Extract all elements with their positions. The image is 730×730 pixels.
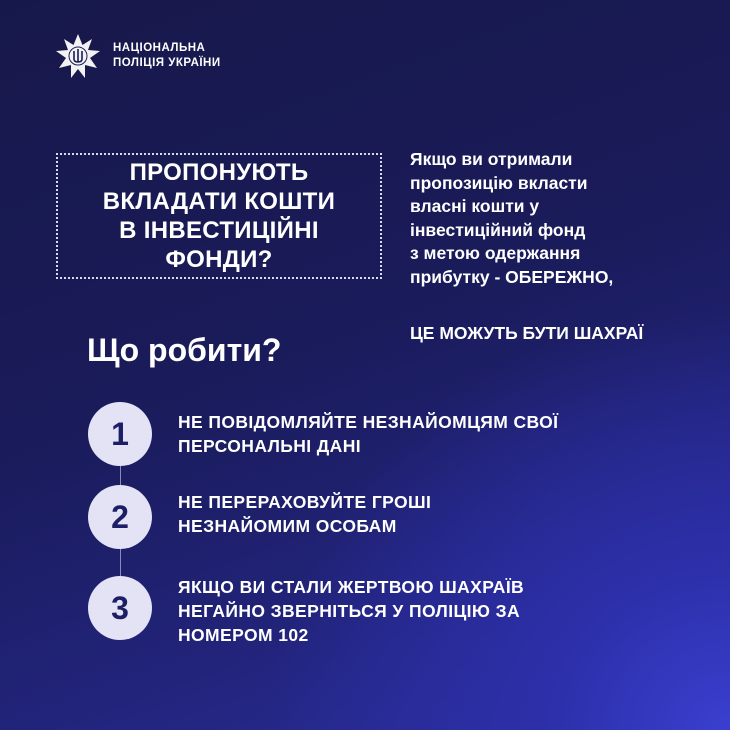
question-line: В ІНВЕСТИЦІЙНІ	[119, 217, 319, 244]
step-number-badge: 2	[88, 485, 152, 549]
organization-name	[113, 41, 221, 71]
warning-line: власні кошти у	[410, 196, 540, 216]
step-line: НОМЕРОМ 102	[178, 625, 309, 645]
warning-line: прибутку - ОБЕРЕЖНО,	[410, 266, 614, 287]
question-box	[56, 153, 382, 279]
step-text	[178, 490, 431, 538]
question-line: ФОНДИ?	[165, 246, 273, 273]
step-line: НЕЗНАЙОМИМ ОСОБАМ	[178, 516, 397, 536]
step-line: НЕГАЙНО ЗВЕРНІТЬСЯ У ПОЛІЦІЮ ЗА	[178, 601, 521, 621]
question-line: ВКЛАДАТИ КОШТИ	[102, 188, 336, 215]
police-star-emblem-icon	[55, 33, 101, 79]
warning-line: Якщо ви отримали	[410, 149, 573, 169]
step-line: ПЕРСОНАЛЬНІ ДАНІ	[178, 436, 362, 456]
step-number-badge: 3	[88, 576, 152, 640]
warning-text	[410, 148, 613, 289]
warning-line: з метою одержання	[410, 243, 581, 263]
warning-emphasis: ЦЕ МОЖУТЬ БУТИ ШАХРАЇ	[410, 323, 644, 343]
step-text	[178, 410, 558, 458]
warning-line: інвестиційний фонд	[410, 219, 586, 240]
step-text	[178, 575, 524, 647]
question-line: ПРОПОНУЮТЬ	[129, 159, 309, 186]
step-line: НЕ ПЕРЕРАХОВУЙТЕ ГРОШІ	[178, 492, 432, 512]
org-name-line: ПОЛІЦІЯ УКРАЇНИ	[113, 57, 221, 69]
section-heading: Що робити?	[87, 332, 282, 368]
org-name-line: НАЦІОНАЛЬНА	[113, 42, 206, 54]
question-title	[103, 158, 335, 274]
step-number-badge: 1	[88, 402, 152, 466]
step-line: ЯКЩО ВИ СТАЛИ ЖЕРТВОЮ ШАХРАЇВ	[178, 577, 525, 597]
warning-line: пропозицію вкласти	[410, 172, 588, 193]
step-line: НЕ ПОВІДОМЛЯЙТЕ НЕЗНАЙОМЦЯМ СВОЇ	[178, 412, 559, 432]
